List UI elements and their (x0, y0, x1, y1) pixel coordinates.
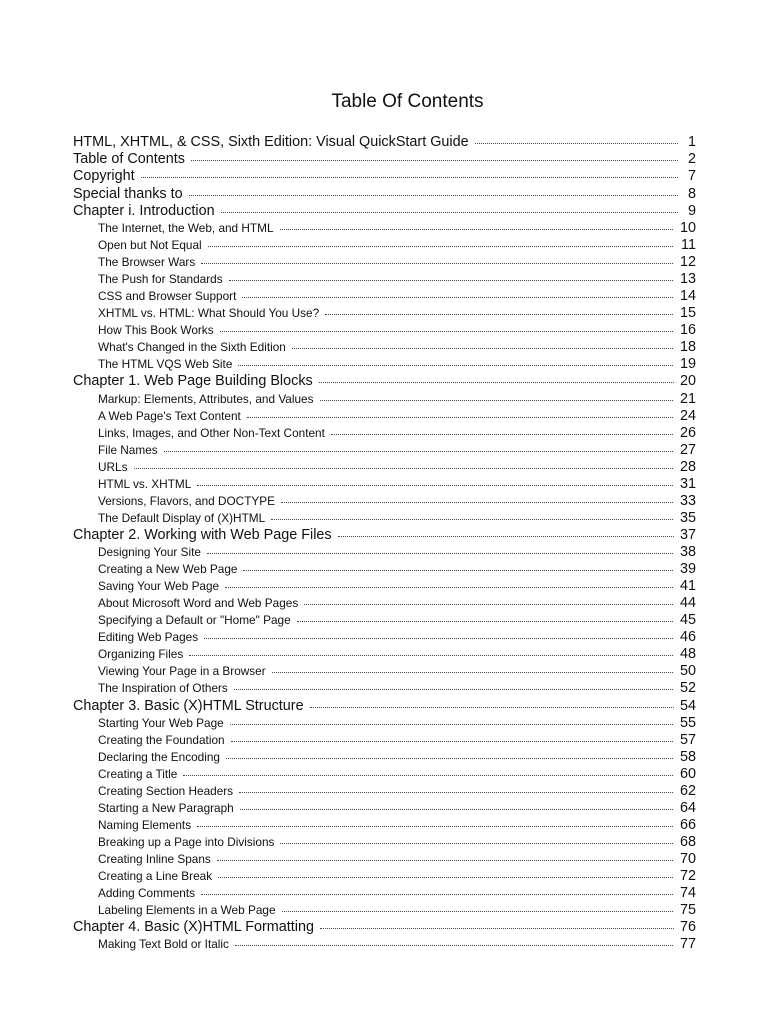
toc-entry-label: Special thanks to (73, 185, 183, 202)
dot-leader (201, 263, 673, 264)
dot-leader (239, 792, 673, 793)
toc-entry-label: Organizing Files (98, 647, 184, 662)
toc-entry-label: HTML vs. XHTML (98, 476, 192, 491)
toc-entry-label: The HTML VQS Web Site (98, 357, 233, 372)
toc-page-number: 66 (679, 817, 696, 833)
toc-section-entry[interactable] (73, 817, 696, 834)
toc-page-number: 48 (679, 646, 696, 663)
toc-entry-label: Designing Your Site (98, 545, 201, 560)
toc-page-number: 10 (679, 219, 696, 236)
dot-leader (271, 519, 673, 520)
toc-page-number: 45 (679, 612, 696, 629)
toc-page-number: 72 (679, 868, 696, 885)
dot-leader (191, 160, 678, 161)
toc-page-number: 54 (679, 697, 696, 714)
toc-entry-label: Declaring the Encoding (98, 749, 220, 764)
toc-section-entry[interactable] (73, 902, 696, 919)
dot-leader (338, 536, 674, 537)
dot-leader (242, 297, 673, 298)
dot-leader (320, 400, 673, 401)
toc-section-entry[interactable] (73, 459, 696, 476)
toc-section-entry[interactable] (73, 237, 696, 254)
toc-page-number: 39 (679, 561, 696, 578)
dot-leader (243, 570, 673, 571)
dot-leader (231, 741, 673, 742)
toc-page-number: 68 (679, 834, 696, 851)
toc-page-number: 2 (687, 151, 696, 168)
toc-page-number: 31 (679, 475, 696, 492)
dot-leader (310, 707, 674, 708)
toc-entry-label: File Names (98, 442, 158, 457)
toc-page-number: 60 (679, 765, 696, 782)
toc-section-entry[interactable] (73, 288, 696, 305)
dot-leader (240, 809, 673, 810)
dot-leader (220, 331, 673, 332)
toc-section-entry[interactable] (73, 578, 696, 595)
toc-section-entry[interactable] (73, 595, 696, 612)
toc-section-entry[interactable] (73, 476, 696, 493)
toc-page-number: 62 (679, 782, 696, 799)
toc-entry-label: Breaking up a Page into Divisions (98, 835, 275, 850)
dot-leader (201, 894, 673, 895)
toc-page-number: 12 (679, 254, 696, 271)
dot-leader (304, 604, 673, 605)
toc-section-entry[interactable] (73, 322, 696, 339)
toc-chapter-entry[interactable] (73, 919, 696, 936)
toc-entry-label: The Default Display of (X)HTML (98, 510, 266, 525)
toc-page-number: 50 (679, 663, 696, 680)
toc-page-number: 33 (679, 492, 696, 509)
toc-page-number: 35 (679, 509, 696, 526)
dot-leader (331, 434, 673, 435)
toc-page-number: 28 (679, 458, 696, 475)
dot-leader (325, 314, 673, 315)
toc-entry-label: HTML, XHTML, & CSS, Sixth Edition: Visual QuickStart Guide (73, 134, 469, 150)
toc-entry-label: Chapter i. Introduction (73, 202, 215, 219)
dot-leader (319, 382, 674, 383)
toc-entry-label: Chapter 2. Working with Web Page Files (73, 526, 332, 543)
toc-section-entry[interactable] (73, 544, 696, 561)
toc-section-entry[interactable] (73, 885, 696, 902)
toc-entry-label: URLs (98, 459, 128, 474)
dot-leader (217, 860, 673, 861)
dot-leader (134, 468, 674, 469)
toc-chapter-entry[interactable] (73, 151, 696, 168)
toc-entry-label: Naming Elements (98, 818, 192, 832)
toc-section-entry[interactable] (73, 612, 696, 629)
toc-section-entry[interactable] (73, 629, 696, 646)
toc-section-entry[interactable] (73, 834, 696, 851)
toc-page-number: 11 (681, 236, 696, 253)
toc-entry-label: Table of Contents (73, 151, 185, 168)
toc-entry-label: Starting a New Paragraph (98, 800, 234, 815)
toc-page-number: 64 (679, 799, 696, 816)
toc-section-entry[interactable] (73, 442, 696, 459)
toc-entry-label: How This Book Works (98, 323, 214, 338)
dot-leader (281, 502, 673, 503)
toc-page-number: 14 (679, 288, 696, 305)
toc-section-entry[interactable] (73, 510, 696, 527)
dot-leader (221, 212, 678, 213)
toc-page-number: 41 (679, 578, 696, 595)
toc-page-number: 75 (679, 902, 696, 919)
toc-entry-label: Creating a Line Break (98, 869, 213, 884)
toc-entry-label: The Push for Standards (98, 272, 223, 287)
toc-chapter-entry[interactable] (73, 134, 696, 151)
toc-entry-label: Creating a New Web Page (98, 562, 238, 577)
toc-entry-label: Markup: Elements, Attributes, and Values (98, 391, 314, 406)
toc-entry-label: The Inspiration of Others (98, 681, 228, 696)
toc-page-number: 1 (687, 134, 696, 150)
toc-page-number: 18 (679, 339, 696, 356)
toc-section-entry[interactable] (73, 851, 696, 868)
toc-page-number: 13 (679, 271, 696, 288)
toc-section-entry[interactable] (73, 356, 696, 373)
toc-section-entry[interactable] (73, 868, 696, 885)
toc-section-entry[interactable] (73, 391, 696, 408)
toc-entry-label: Creating Section Headers (98, 783, 234, 798)
toc-page-number: 8 (687, 185, 696, 202)
dot-leader (189, 655, 673, 656)
toc-section-entry[interactable] (73, 254, 696, 271)
toc-chapter-entry[interactable] (73, 203, 696, 220)
toc-chapter-entry[interactable] (73, 527, 696, 544)
dot-leader (280, 229, 673, 230)
dot-leader (247, 417, 673, 418)
toc-entry-label: Links, Images, and Other Non-Text Content (98, 425, 325, 440)
toc-entry-label: XHTML vs. HTML: What Should You Use? (98, 306, 320, 321)
toc-page-number: 19 (679, 356, 696, 373)
toc-page-number: 70 (679, 851, 696, 868)
dot-leader (197, 485, 673, 486)
dot-leader (189, 195, 678, 196)
toc-page-number: 46 (679, 629, 696, 646)
toc-entry-label: Open but Not Equal (98, 237, 202, 252)
toc-section-entry[interactable] (73, 493, 696, 510)
dot-leader (229, 280, 673, 281)
toc-section-entry[interactable] (73, 220, 696, 237)
toc-entry-label: Creating the Foundation (98, 732, 225, 747)
toc-page-number: 74 (679, 885, 696, 902)
dot-leader (164, 451, 673, 452)
toc-entry-label: What's Changed in the Sixth Edition (98, 340, 286, 355)
dot-leader (272, 672, 673, 673)
dot-leader (297, 621, 673, 622)
dot-leader (238, 365, 673, 366)
toc-entry-label: Making Text Bold or Italic (98, 937, 229, 952)
toc-entry-label: Versions, Flavors, and DOCTYPE (98, 493, 276, 508)
page-title: Table Of Contents (331, 91, 484, 112)
toc-page-number: 57 (679, 731, 696, 748)
toc-entry-label: Starting Your Web Page (98, 715, 224, 730)
toc-entry-label: Adding Comments (98, 886, 196, 901)
dot-leader (204, 638, 673, 639)
toc-page-number: 44 (679, 595, 696, 612)
toc-page-number: 55 (679, 714, 696, 731)
toc-entry-label: Chapter 1. Web Page Building Blocks (73, 373, 313, 390)
dot-leader (280, 843, 673, 844)
toc-entry-label: Creating a Title (98, 766, 178, 781)
dot-leader (235, 945, 673, 946)
toc-list (73, 134, 696, 954)
dot-leader (197, 826, 673, 827)
dot-leader (225, 587, 673, 588)
toc-page-number: 7 (687, 168, 696, 185)
toc-section-entry[interactable] (73, 271, 696, 288)
dot-leader (230, 724, 673, 725)
dot-leader (218, 877, 673, 878)
toc-chapter-entry[interactable] (73, 698, 696, 715)
dot-leader (141, 177, 678, 178)
toc-chapter-entry[interactable] (73, 168, 696, 185)
toc-section-entry[interactable] (73, 936, 696, 953)
toc-page-number: 77 (679, 936, 696, 953)
toc-chapter-entry[interactable] (73, 186, 696, 203)
toc-page-number: 52 (679, 680, 696, 697)
toc-section-entry[interactable] (73, 715, 696, 732)
dot-leader (282, 911, 673, 912)
toc-entry-label: A Web Page's Text Content (98, 408, 241, 423)
toc-page-number: 76 (679, 919, 696, 936)
dot-leader (183, 775, 673, 776)
toc-entry-label: Editing Web Pages (98, 630, 199, 645)
toc-section-entry[interactable] (73, 339, 696, 356)
toc-entry-label: The Internet, the Web, and HTML (98, 220, 274, 235)
toc-page-number: 9 (687, 202, 696, 219)
toc-section-entry[interactable] (73, 680, 696, 697)
toc-entry-label: Chapter 4. Basic (X)HTML Formatting (73, 919, 314, 936)
toc-page-number: 37 (679, 526, 696, 543)
dot-leader (208, 246, 673, 247)
toc-page-number: 38 (679, 544, 696, 561)
toc-entry-label: Saving Your Web Page (98, 579, 220, 594)
toc-section-entry[interactable] (73, 561, 696, 578)
toc-section-entry[interactable] (73, 408, 696, 425)
dot-leader (234, 689, 673, 690)
toc-entry-label: About Microsoft Word and Web Pages (98, 596, 299, 611)
toc-page-number: 21 (679, 390, 696, 407)
toc-section-entry[interactable] (73, 646, 696, 663)
dot-leader (226, 758, 673, 759)
toc-section-entry[interactable] (73, 663, 696, 680)
toc-entry-label: Creating Inline Spans (98, 852, 211, 867)
dot-leader (320, 928, 674, 929)
toc-section-entry[interactable] (73, 425, 696, 442)
toc-page-number: 24 (679, 407, 696, 424)
toc-page-number: 16 (679, 322, 696, 339)
toc-section-entry[interactable] (73, 766, 696, 783)
toc-entry-label: Viewing Your Page in a Browser (98, 664, 266, 679)
toc-section-entry[interactable] (73, 305, 696, 322)
toc-page-number: 26 (679, 424, 696, 441)
toc-section-entry[interactable] (73, 749, 696, 766)
toc-entry-label: CSS and Browser Support (98, 289, 237, 304)
toc-page-number: 20 (679, 373, 696, 390)
toc-chapter-entry[interactable] (73, 373, 696, 390)
dot-leader (207, 553, 673, 554)
dot-leader (475, 143, 678, 144)
toc-page-number: 27 (679, 441, 696, 458)
toc-page-number: 15 (679, 305, 696, 322)
toc-section-entry[interactable] (73, 783, 696, 800)
toc-section-entry[interactable] (73, 732, 696, 749)
toc-entry-label: The Browser Wars (98, 255, 196, 270)
toc-entry-label: Labeling Elements in a Web Page (98, 903, 276, 918)
toc-entry-label: Copyright (73, 168, 135, 185)
dot-leader (292, 348, 673, 349)
toc-entry-label: Chapter 3. Basic (X)HTML Structure (73, 697, 304, 714)
toc-entry-label: Specifying a Default or "Home" Page (98, 613, 291, 628)
toc-section-entry[interactable] (73, 800, 696, 817)
toc-page-number: 58 (679, 748, 696, 765)
